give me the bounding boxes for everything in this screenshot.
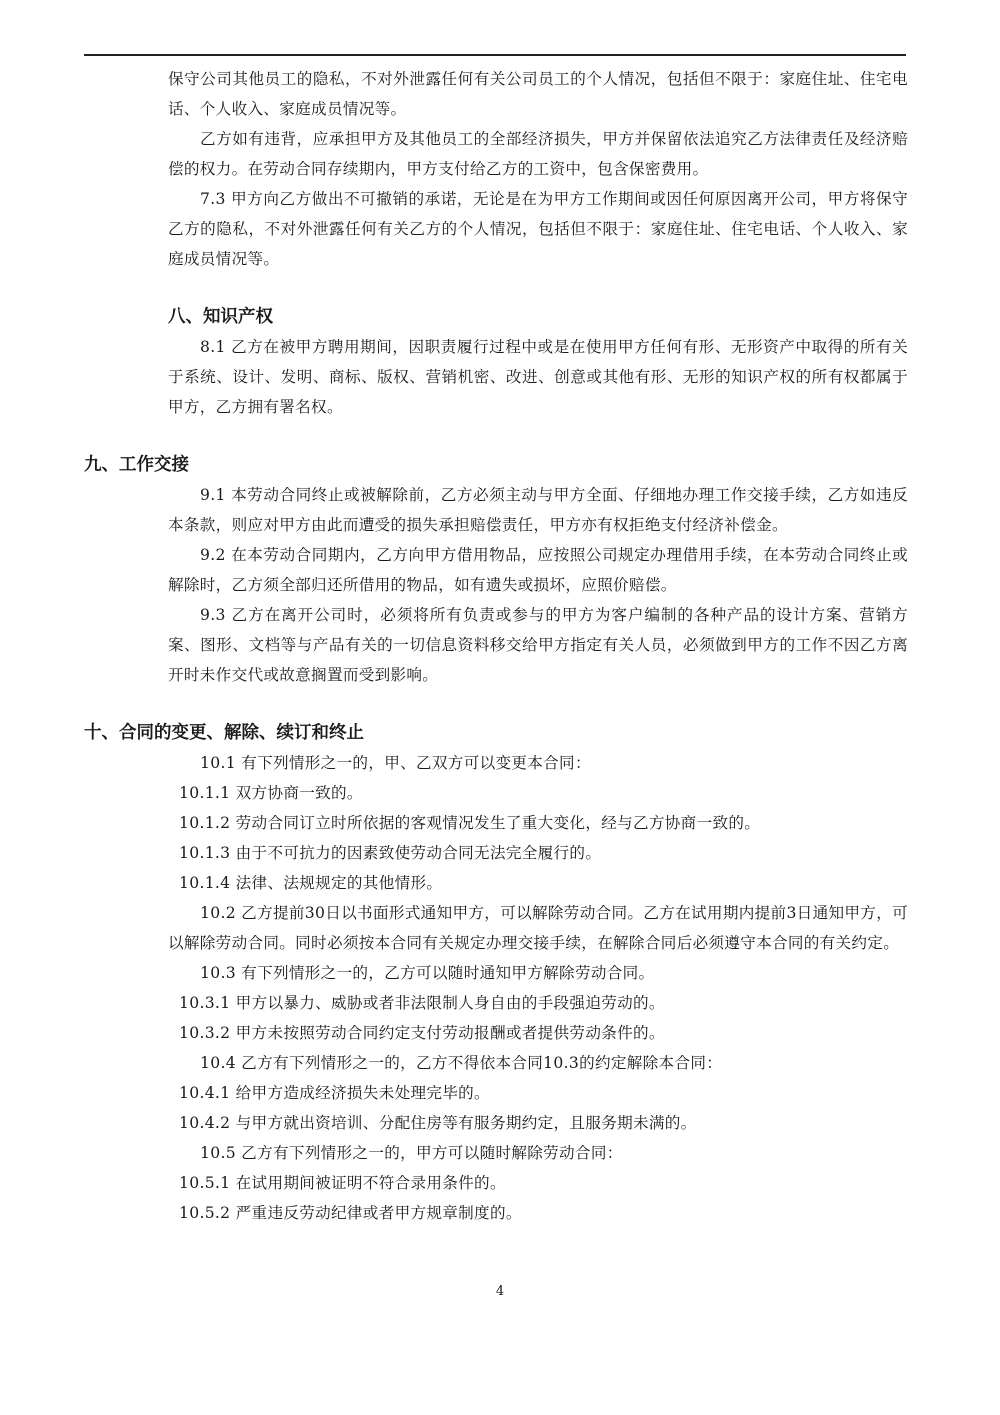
clause-10-3: 10.3 有下列情形之一的，乙方可以随时通知甲方解除劳动合同。 [200,964,655,982]
sec9-para-2: 9.2 在本劳动合同期内，乙方向甲方借用物品，应按照公司规定办理借用手续，在本劳动合同终止或解除时，乙方须全部归还所借用的物品，如有遗失或损坏，应照价赔偿。 [168,546,908,594]
clause-10-4: 10.4 乙方有下列情形之一的，乙方不得依本合同10.3的约定解除本合同： [200,1054,723,1072]
clause-10-5: 10.5 乙方有下列情形之一的，甲方可以随时解除劳动合同： [200,1144,623,1162]
sec9-para-3: 9.3 乙方在离开公司时，必须将所有负责或参与的甲方为客户编制的各种产品的设计方案、营销方案、图形、文档等与产品有关的一切信息资料移交给甲方指定有关人员，必须做到甲方的工作不因乙方离开时未作交代或故意搁置而受到影响。 [168,606,908,684]
sec7-para-2: 乙方如有违背，应承担甲方及其他员工的全部经济损失，甲方并保留依法追究乙方法律责任及经济赔偿的权力。在劳动合同存续期内，甲方支付给乙方的工资中，包含保密费用。 [168,130,908,178]
clause-10-5-1: 10.5.1 在试用期间被证明不符合录用条件的。 [179,1174,506,1192]
clause-10-4-1: 10.4.1 给甲方造成经济损失未处理完毕的。 [179,1084,490,1102]
sec8-para-1: 8.1 乙方在被甲方聘用期间，因职责履行过程中或是在使用甲方任何有形、无形资产中取得的所有关于系统、设计、发明、商标、版权、营销机密、改进、创意或其他有形、无形的知识产权的所有权都属于甲方，乙方拥有署名权。 [168,338,908,416]
section-heading-10: 十、合同的变更、解除、续订和终止 [84,723,364,743]
clause-10-1-3: 10.1.3 由于不可抗力的因素致使劳动合同无法完全履行的。 [179,844,602,862]
clause-10-1-1: 10.1.1 双方协商一致的。 [179,784,363,802]
section-heading-9: 九、工作交接 [84,455,189,475]
clause-10-2: 10.2 乙方提前30日以书面形式通知甲方，可以解除劳动合同。乙方在试用期内提前3日通知甲方，可以解除劳动合同。同时必须按本合同有关规定办理交接手续，在解除合同后必须遵守本合同的有关约定。 [168,904,908,952]
sec7-para-1: 保守公司其他员工的隐私，不对外泄露任何有关公司员工的个人情况，包括但不限于：家庭住址、住宅电话、个人收入、家庭成员情况等。 [168,70,908,118]
clause-10-4-2: 10.4.2 与甲方就出资培训、分配住房等有服务期约定，且服务期未满的。 [179,1114,697,1132]
document-page [84,64,908,1228]
clause-10-1-2: 10.1.2 劳动合同订立时所依据的客观情况发生了重大变化，经与乙方协商一致的。 [179,814,761,832]
sec9-para-1: 9.1 本劳动合同终止或被解除前，乙方必须主动与甲方全面、仔细地办理工作交接手续，乙方如违反本条款，则应对甲方由此而遭受的损失承担赔偿责任，甲方亦有权拒绝支付经济补偿金。 [168,486,908,534]
clause-10-1-4: 10.1.4 法律、法规规定的其他情形。 [179,874,443,892]
clause-10-3-1: 10.3.1 甲方以暴力、威胁或者非法限制人身自由的手段强迫劳动的。 [179,994,665,1012]
page-number: 4 [495,1284,505,1299]
sec7-para-3: 7.3 甲方向乙方做出不可撤销的承诺，无论是在为甲方工作期间或因任何原因离开公司，甲方将保守乙方的隐私，不对外泄露任何有关乙方的个人情况，包括但不限于：家庭住址、住宅电话、个人收入、家庭成员情况等。 [168,190,908,268]
section-heading-8: 八、知识产权 [168,307,273,327]
header-rule [84,54,906,56]
clause-10-5-2: 10.5.2 严重违反劳动纪律或者甲方规章制度的。 [179,1204,522,1222]
clause-10-3-2: 10.3.2 甲方未按照劳动合同约定支付劳动报酬或者提供劳动条件的。 [179,1024,665,1042]
clause-10-1: 10.1 有下列情形之一的，甲、乙双方可以变更本合同： [200,754,591,772]
